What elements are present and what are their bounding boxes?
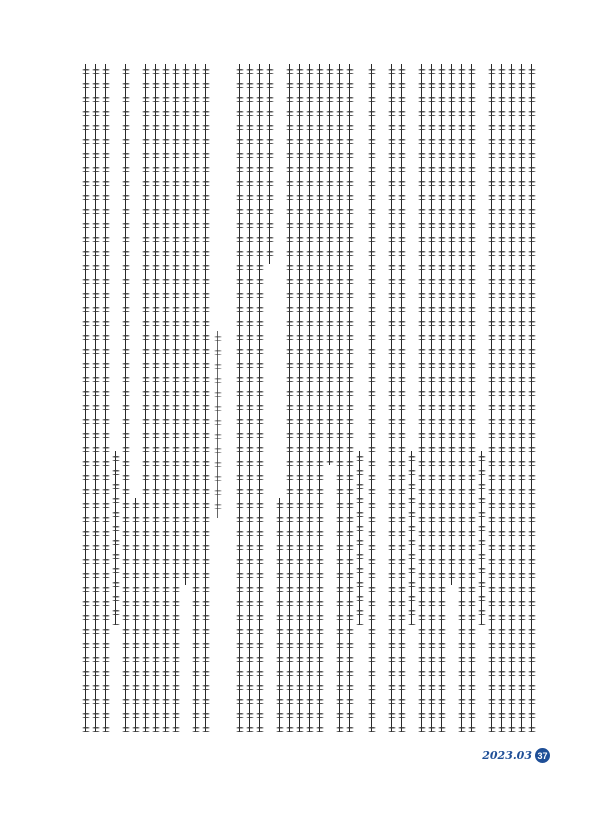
subheading-line — [478, 451, 486, 625]
subheading-line — [112, 451, 120, 625]
text-line — [306, 64, 314, 732]
text-line — [246, 64, 254, 732]
text-line — [418, 64, 426, 732]
subheading-line — [266, 64, 274, 264]
text-line — [448, 64, 456, 585]
text-line — [458, 64, 466, 732]
text-line — [508, 64, 516, 732]
text-line — [182, 64, 190, 585]
page-number-badge: 37 — [535, 748, 550, 763]
text-line — [92, 64, 100, 732]
text-line — [336, 64, 344, 732]
text-column-1 — [82, 64, 224, 732]
text-column-3 — [388, 64, 538, 732]
subheading-line — [214, 331, 222, 518]
page-footer — [482, 748, 550, 763]
text-line — [102, 64, 110, 732]
subheading-line — [408, 451, 416, 625]
text-line — [368, 64, 376, 732]
text-line — [468, 64, 476, 732]
text-line — [346, 64, 354, 732]
text-line — [192, 64, 200, 732]
text-column-2 — [236, 64, 378, 732]
text-line — [132, 498, 140, 732]
text-line — [398, 64, 406, 732]
text-line — [316, 64, 324, 732]
subheading-line — [356, 451, 364, 625]
text-line — [202, 64, 210, 732]
text-line — [438, 64, 446, 732]
text-line — [172, 64, 180, 732]
text-line — [276, 498, 284, 732]
text-line — [428, 64, 436, 732]
text-line — [518, 64, 526, 732]
text-line — [122, 64, 130, 732]
text-line — [82, 64, 90, 732]
text-line — [286, 64, 294, 732]
text-line — [498, 64, 506, 732]
text-line — [296, 64, 304, 732]
text-line — [528, 64, 536, 732]
text-line — [236, 64, 244, 732]
text-line — [152, 64, 160, 732]
text-line — [326, 64, 334, 465]
text-line — [142, 64, 150, 732]
text-line — [388, 64, 396, 732]
issue-number: 2023.03 — [482, 749, 532, 762]
text-line — [256, 64, 264, 732]
text-line — [488, 64, 496, 732]
text-line — [162, 64, 170, 732]
